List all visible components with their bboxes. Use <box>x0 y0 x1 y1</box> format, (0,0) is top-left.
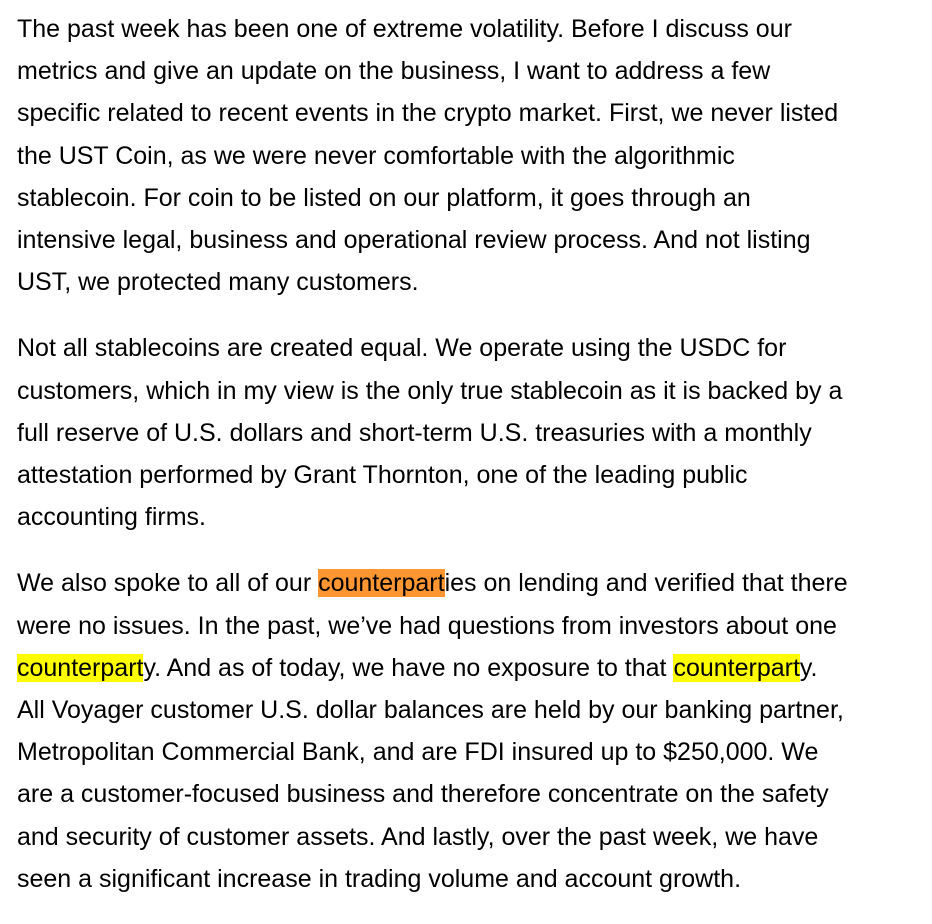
paragraph-stablecoins: Not all stablecoins are created equal. We operate using the USDC for customers, which in my view is the only true stablecoin as it is backed by a full reserve of U.S. dollars and short-term U.S. treasuries with a monthly attestation performed by Grant Thornton, one of the leading public accounting firms. <box>17 334 843 532</box>
document-body <box>17 8 927 924</box>
search-highlight-active: counterpart <box>318 569 445 598</box>
text-segment: y. All Voyager customer U.S. dollar balances are held by our banking partner, Metropolitan Commercial Bank, and are FDI insured up to $250,000. We are a customer-focused business and therefore concentrate on the safety and security of customer assets. And lastly, over the past week, we have seen a significant increase in trading volume and account growth. <box>17 653 844 893</box>
text-segment: y. And as of today, we have no exposure to that <box>143 653 674 682</box>
text-segment: We also spoke to all of our <box>17 569 319 598</box>
search-highlight-match: counterpart <box>673 653 800 682</box>
search-highlight-match: counterpart <box>17 653 144 682</box>
paragraph-counterparties <box>17 562 927 900</box>
text-segment: ies on lending and verified that there were no issues. In the past, we’ve had questions from investors about one <box>17 569 848 640</box>
paragraph-ust: The past week has been one of extreme volatility. Before I discuss our metrics and give an update on the business, I want to address a few specific related to recent events in the crypto market. First, we never listed the UST Coin, as we were never comfortable with the algorithmic stablecoin. For coin to be listed on our platform, it goes through an intensive legal, business and operational review process. And not listing UST, we protected many customers. <box>17 15 839 297</box>
